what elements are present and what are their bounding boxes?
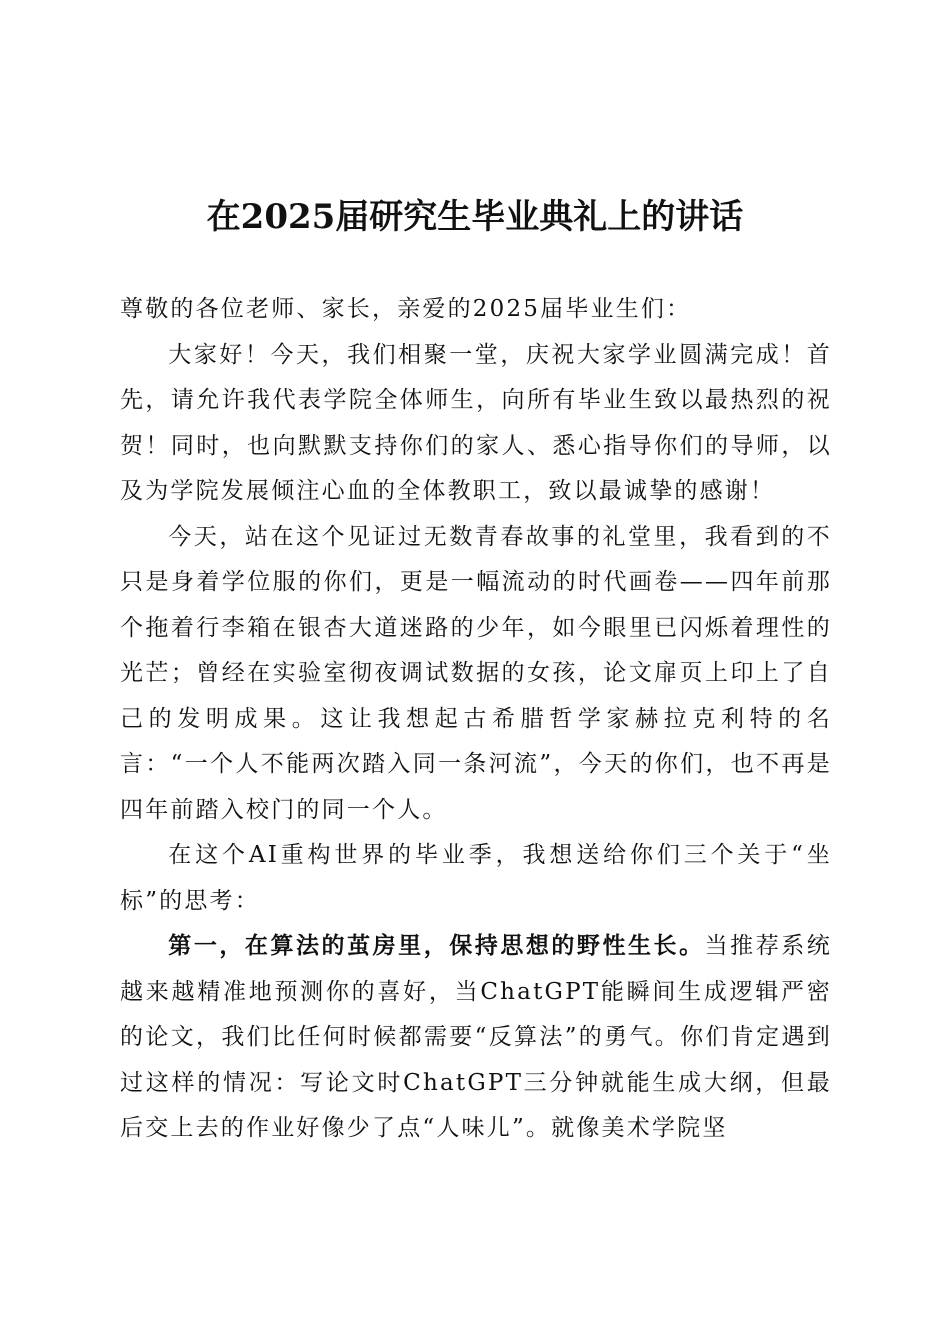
first-point-heading: 第一，在算法的茧房里，保持思想的野性生长。 — [168, 933, 705, 959]
paragraph-coordinates-intro: 在这个AI重构世界的毕业季，我想送给你们三个关于“坐标”的思考： — [120, 842, 832, 914]
paragraph-reflection: 今天，站在这个见证过无数青春故事的礼堂里，我看到的不只是身着学位服的你们，更是一幅流动的时代画卷——四年前那个拖着行李箱在银杏大道迷路的少年，如今眼里已闪烁着理性的光芒；曾经在实验室彻夜调试数据的女孩，论文扉页上印上了自己的发明成果。这让我想起古希腊哲学家赫拉克利特的名言：“一个人不能两次踏入同一条河流”，今天的你们，也不再是四年前踏入校门的同一个人。 — [120, 523, 832, 823]
document-body — [120, 287, 832, 1152]
first-point-text: 当推荐系统越来越精准地预测你的喜好，当ChatGPT能瞬间生成逻辑严密的论文，我们比任何时候都需要“反算法”的勇气。你们肯定遇到过这样的情况：写论文时ChatGPT三分钟就能生成大纲，但最后交上去的作业好像少了点“人味儿”。就像美术学院坚 — [120, 933, 833, 1141]
document-title: 在2025届研究生毕业典礼上的讲话 — [206, 197, 744, 237]
salutation: 尊敬的各位老师、家长，亲爱的2025届毕业生们： — [120, 296, 692, 322]
paragraph-greeting: 大家好！今天，我们相聚一堂，庆祝大家学业圆满完成！首先，请允许我代表学院全体师生，向所有毕业生致以最热烈的祝贺！同时，也向默默支持你们的家人、悉心指导你们的导师，以及为学院发展倾注心血的全体教职工，致以最诚挚的感谢！ — [120, 341, 832, 504]
paragraph-first-point — [120, 924, 832, 1152]
